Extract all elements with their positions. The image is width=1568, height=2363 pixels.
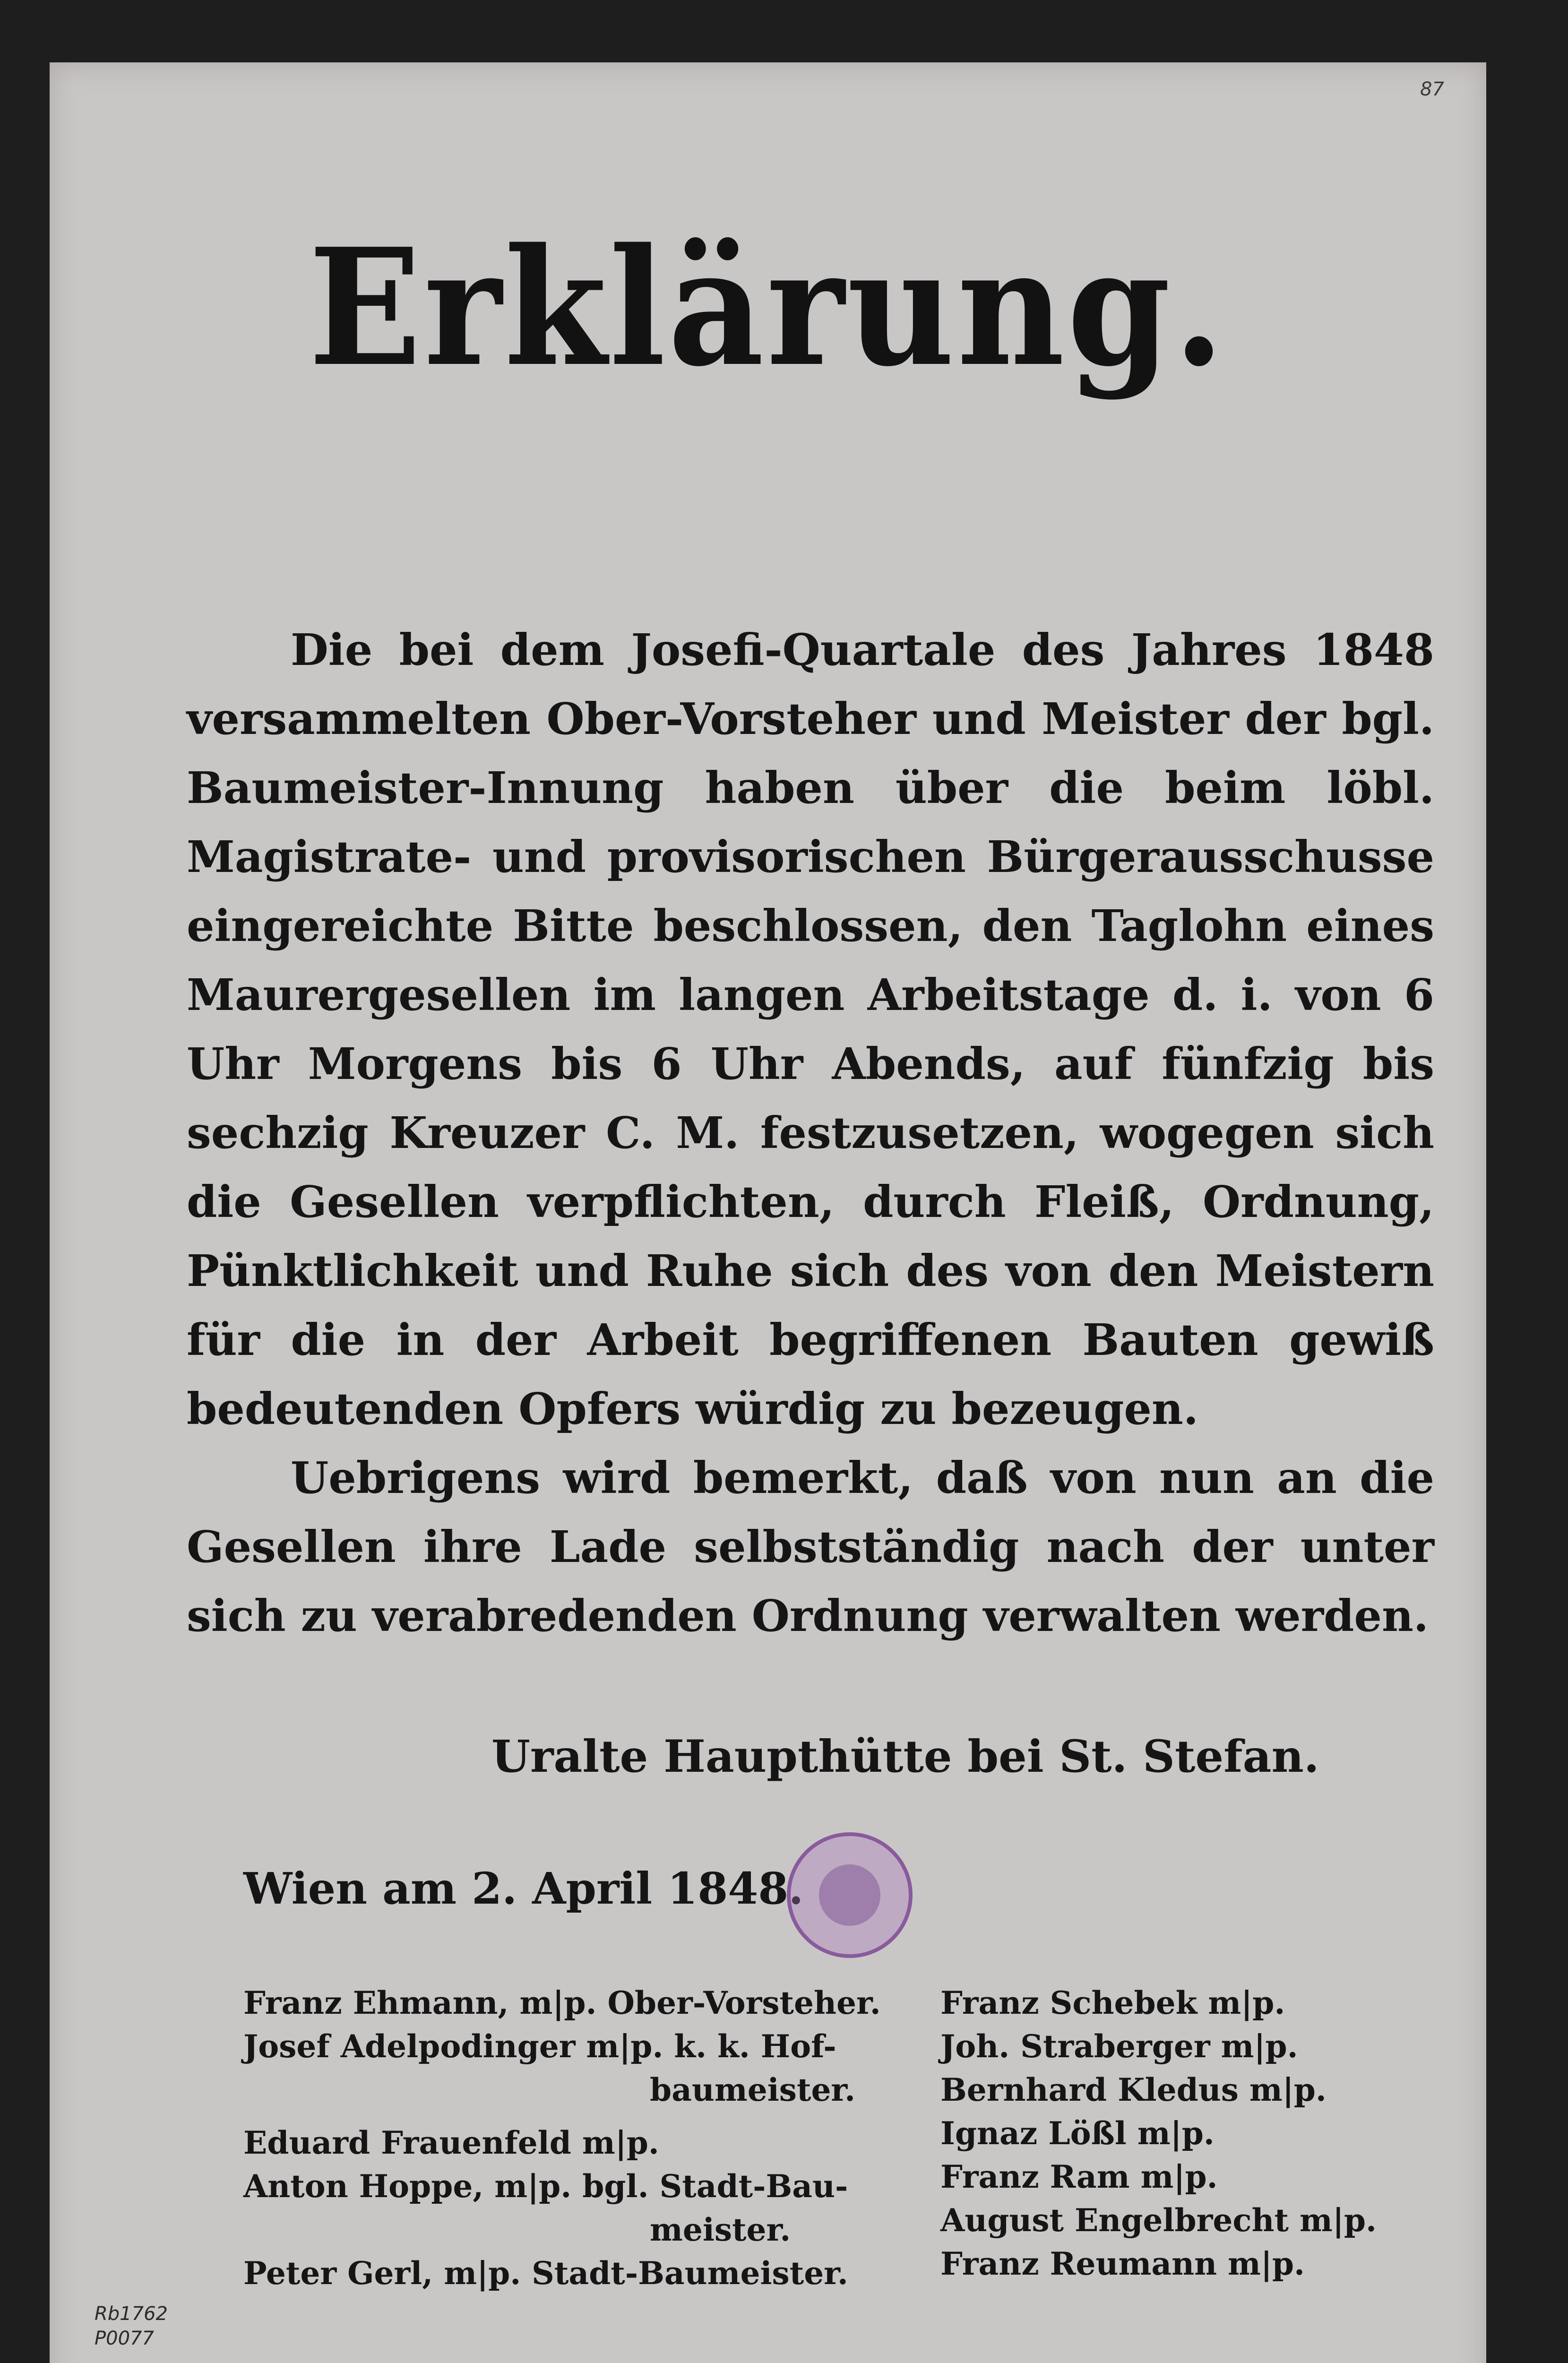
signer-continuation: baumeister. [650,2071,856,2108]
page-number-note: 87 [1420,78,1444,100]
signer: Franz Schebek m|p. [940,1984,1285,2021]
archive-line: P0077 [95,2328,154,2349]
signer: Ignaz Lößl m|p. [940,2115,1215,2152]
signer: Eduard Frauenfeld m|p. [243,2124,659,2161]
stamp-icon [787,1832,913,1958]
signer: Bernhard Kledus m|p. [940,2071,1327,2108]
document-sheet [50,62,1486,2363]
signer: Peter Gerl, m|p. Stadt-Baumeister. [243,2255,848,2292]
signoff: Uralte Haupthütte bei St. Stefan. [491,1731,1319,1783]
signer: Anton Hoppe, m|p. bgl. Stadt-Bau- [243,2168,848,2205]
dateline: Wien am 2. April 1848. [243,1863,804,1914]
stamp-eagle-icon [819,1864,880,1926]
signers-left [243,1981,881,2295]
document-title: Erklärung. [309,214,1227,402]
signer: Franz Reumann m|p. [940,2245,1305,2282]
body-text [187,615,1434,1650]
signers-right [940,1981,1413,2285]
paragraph-1: Die bei dem Josefi-Quartale des Jahres 1848 versammelten Ober-Vorsteher und Meister der bgl. Baumeister-Innung haben über die beim löbl. Magistrate- und provisorischen Bürgerausschusse eingereichte Bitte beschlossen, den Taglohn eines Maurergesellen im langen Arbeitstage d. i. von 6 Uhr Morgens bis 6 Uhr Abends, auf fünfzig bis sechzig Kreuzer C. M. festzusetzen, wogegen sich die Gesellen verpflichten, durch Fleiß, Ordnung, Pünktlichkeit und Ruhe sich des von den Meistern für die in der Arbeit begriffenen Bauten gewiß bedeutenden Opfers würdig zu bezeugen. [187,624,1434,1434]
signer: August Engelbrecht m|p. [940,2202,1377,2239]
archive-line: Rb1762 [95,2303,168,2325]
signer: Franz Ehmann, m|p. Ober-Vorsteher. [243,1984,881,2021]
signer: Josef Adelpodinger m|p. k. k. Hof- [243,2028,836,2065]
paragraph-2: Uebrigens wird bemerkt, daß von nun an die Gesellen ihre Lade selbstständig nach der unter sich zu verabredenden Ordnung verwalten werden. [187,1452,1434,1641]
signer: Franz Ram m|p. [940,2158,1218,2195]
signer-continuation: meister. [650,2211,791,2248]
signer: Joh. Straberger m|p. [940,2028,1298,2065]
archive-signature [95,2302,168,2351]
